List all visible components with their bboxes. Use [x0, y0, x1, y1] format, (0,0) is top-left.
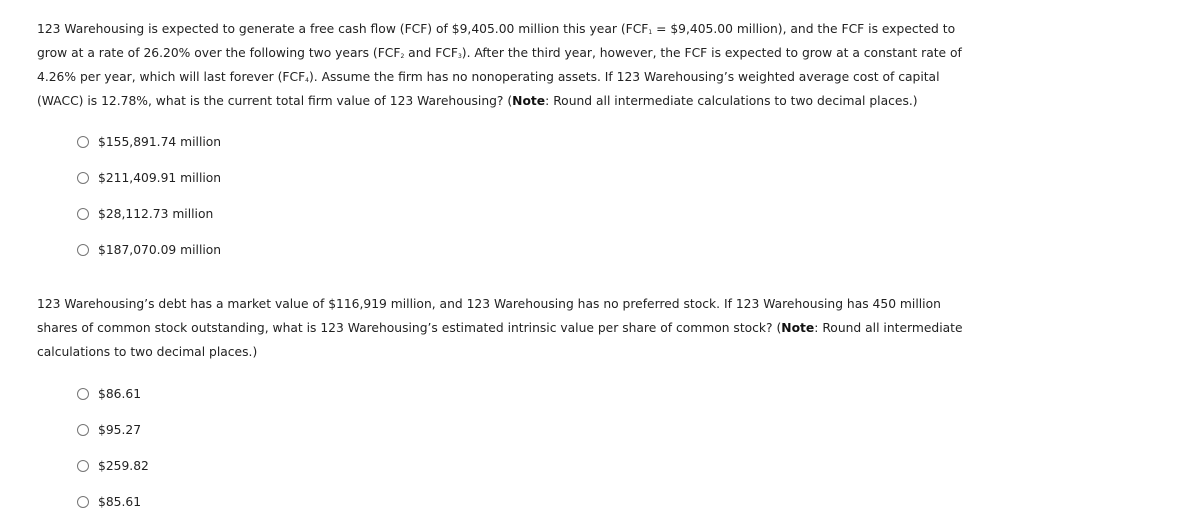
radio-button[interactable] — [77, 244, 89, 256]
answer-option-label[interactable]: $211,409.91 million — [98, 171, 222, 185]
answer-option-label[interactable]: $85.61 — [98, 495, 142, 509]
fcf-subscript: 2 — [400, 53, 405, 60]
radio-button[interactable] — [77, 208, 89, 220]
radio-button[interactable] — [77, 460, 89, 472]
question-1-part: = $9,405.00 million), and the FCF is expected to grow at a rate of 26.20% over the following two years (FCF — [37, 22, 956, 60]
fcf-subscript: 1 — [648, 29, 653, 36]
note-label: Note — [512, 94, 546, 108]
answer-option-label[interactable]: $86.61 — [98, 387, 142, 401]
radio-button[interactable] — [77, 136, 89, 148]
fcf-subscript: 4 — [305, 77, 309, 84]
radio-button[interactable] — [77, 496, 89, 508]
answer-option[interactable] — [77, 133, 221, 169]
answer-option-label[interactable]: $259.82 — [98, 459, 149, 473]
radio-button[interactable] — [77, 172, 89, 184]
question-1-text — [37, 17, 967, 113]
question-1-part: : Round all intermediate calculations to two decimal places.) — [545, 94, 918, 108]
question-2-options — [77, 385, 149, 529]
answer-option[interactable] — [77, 205, 221, 241]
answer-option[interactable] — [77, 169, 221, 205]
question-2-text — [37, 292, 967, 364]
question-2-part: : Round all intermediate calculations to two decimal places.) — [37, 321, 963, 359]
question-1-part: and FCF — [404, 46, 458, 60]
radio-button[interactable] — [77, 388, 89, 400]
answer-option-label[interactable]: $28,112.73 million — [98, 207, 214, 221]
answer-option[interactable] — [77, 241, 221, 277]
question-1-part: ). Assume the firm has no nonoperating assets. If 123 Warehousing’s weighted average cost of capital (WACC) is 12.78%, what is the current total firm value of 123 Warehousing? ( — [37, 70, 940, 108]
question-2-part: 123 Warehousing’s debt has a market value of $116,919 million, and 123 Warehousing has no preferred stock. If 123 Warehousing has 450 million shares of common stock outstanding, what is 123 Warehousing’s estimated intrinsic value per share of common stock? ( — [37, 297, 941, 335]
answer-option[interactable] — [77, 493, 149, 529]
answer-option-label[interactable]: $95.27 — [98, 423, 142, 437]
question-1-part: ). After the third year, however, the FCF is expected to grow at a constant rate of 4.26% per year, which will last forever (FCF — [37, 46, 962, 84]
question-1-part: 123 Warehousing is expected to generate a free cash flow (FCF) of $9,405.00 million this year (FCF — [37, 22, 649, 36]
answer-option[interactable] — [77, 421, 149, 457]
fcf-subscript: 3 — [457, 53, 462, 60]
answer-option-label[interactable]: $155,891.74 million — [98, 135, 222, 149]
answer-option-label[interactable]: $187,070.09 million — [98, 243, 222, 257]
answer-option[interactable] — [77, 385, 149, 421]
question-1-options — [77, 133, 221, 277]
radio-button[interactable] — [77, 424, 89, 436]
note-label: Note — [781, 321, 815, 335]
answer-option[interactable] — [77, 457, 149, 493]
